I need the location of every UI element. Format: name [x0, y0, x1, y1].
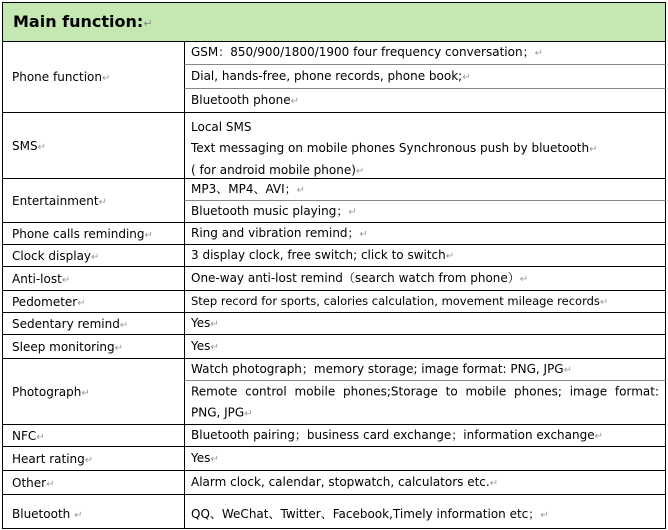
cell-sedentary: Yes↵ — [184, 313, 666, 335]
cell-photograph-1: Watch photograph；memory storage; image format: PNG, JPG↵ — [184, 359, 666, 381]
function-table — [2, 2, 666, 529]
cell-heart-rating: Yes↵ — [184, 447, 666, 471]
paragraph-mark-icon: ↵ — [143, 17, 153, 30]
table-header — [2, 2, 666, 42]
cell-pedometer: Step record for sports, calories calculation, movement mileage records↵ — [184, 291, 666, 313]
cell-phone-function-1: GSM：850/900/1800/1900 four frequency conversation；↵ — [184, 42, 666, 65]
sms-line-3: ( for android mobile phone)↵ — [191, 163, 365, 177]
row-label-phone-function: Phone function↵ — [2, 42, 184, 113]
cell-anti-lost: One-way anti-lost remind（search watch from phone）↵ — [184, 267, 666, 291]
row-label-phone-calls: Phone calls reminding↵ — [2, 223, 184, 245]
row-label-other: Other↵ — [2, 471, 184, 495]
row-label-photograph: Photograph↵ — [2, 359, 184, 425]
cell-bluetooth: QQ、WeChat、Twitter、Facebook,Timely information etc；↵ — [184, 495, 666, 529]
row-label-nfc: NFC↵ — [2, 425, 184, 447]
cell-sleep: Yes↵ — [184, 335, 666, 359]
row-label-clock-display: Clock display↵ — [2, 245, 184, 267]
cell-other: Alarm clock, calendar, stopwatch, calculators etc.↵ — [184, 471, 666, 495]
row-label-pedometer: Pedometer↵ — [2, 291, 184, 313]
cell-nfc: Bluetooth pairing；business card exchange；information exchange↵ — [184, 425, 666, 447]
cell-photograph-2: Remote control mobile phones;Storage to mobile phones; image format: PNG, JPG↵ — [184, 381, 666, 425]
row-label-sleep: Sleep monitoring↵ — [2, 335, 184, 359]
title-text: Main function: — [13, 12, 144, 31]
row-label-anti-lost: Anti-lost↵ — [2, 267, 184, 291]
row-label-bluetooth: Bluetooth ↵ — [2, 495, 184, 529]
table-title — [13, 12, 153, 31]
sms-line-1: Local SMS — [191, 120, 252, 134]
cell-phone-function-3: Bluetooth phone↵ — [184, 89, 666, 113]
row-label-sms: SMS↵ — [2, 113, 184, 179]
cell-phone-calls: Ring and vibration remind；↵ — [184, 223, 666, 245]
cell-entertainment-2: Bluetooth music playing；↵ — [184, 201, 666, 223]
table-body — [2, 42, 666, 529]
cell-entertainment-1: MP3、MP4、AVI；↵ — [184, 179, 666, 201]
row-label-entertainment: Entertainment↵ — [2, 179, 184, 223]
row-label-sedentary: Sedentary remind↵ — [2, 313, 184, 335]
sms-line-2: Text messaging on mobile phones Synchronous push by bluetooth↵ — [191, 141, 598, 155]
row-label-heart-rating: Heart rating↵ — [2, 447, 184, 471]
cell-clock-display: 3 display clock, free switch; click to switch↵ — [184, 245, 666, 267]
cell-sms — [184, 113, 666, 179]
cell-phone-function-2: Dial, hands-free, phone records, phone book;↵ — [184, 65, 666, 89]
